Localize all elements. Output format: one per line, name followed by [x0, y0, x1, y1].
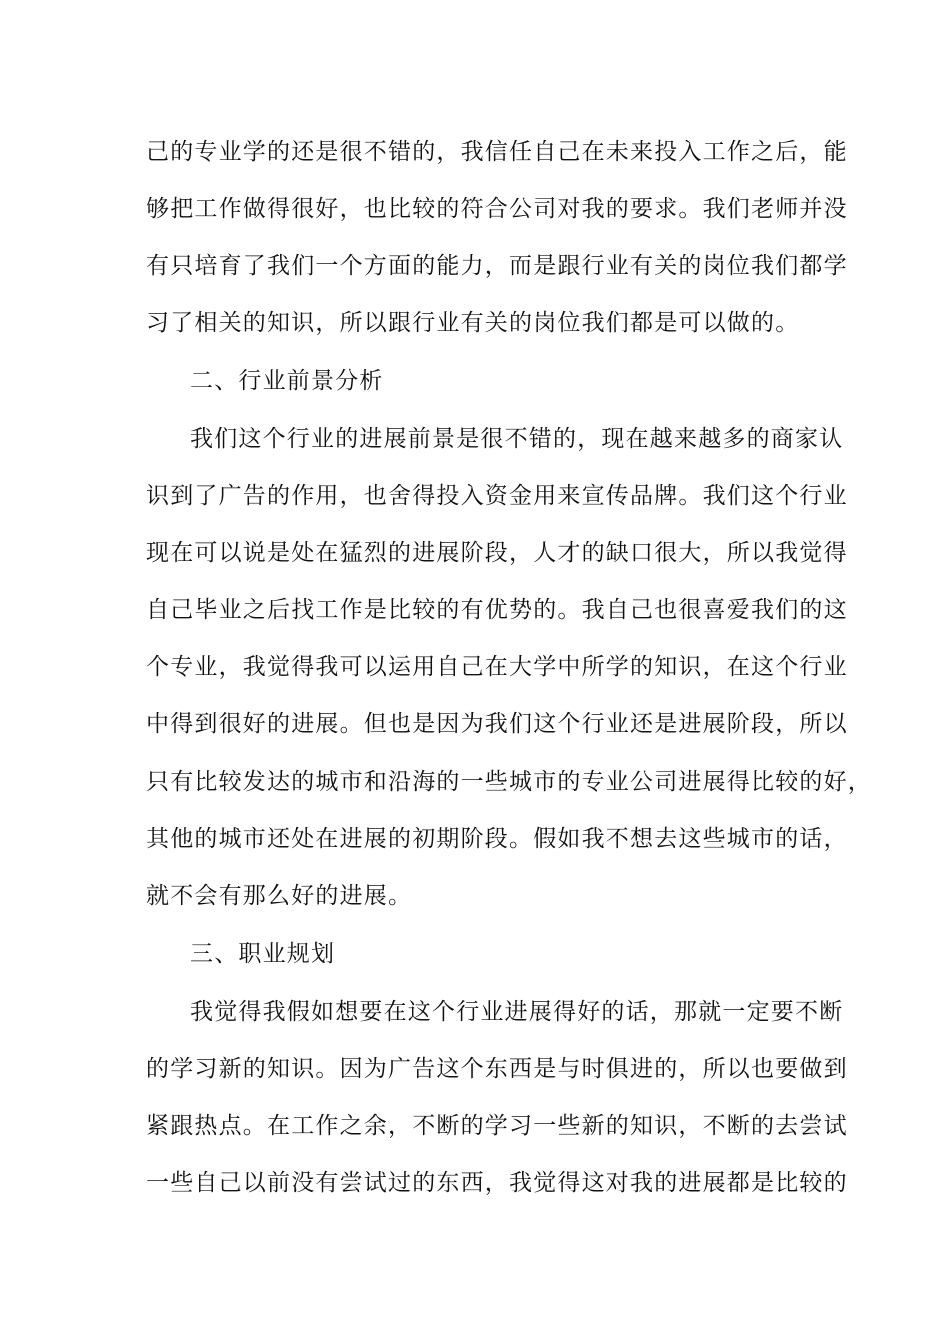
body-text-line: 的学习新的知识。因为广告这个东西是与时俱进的，所以也要做到 [146, 1056, 848, 1082]
body-text-line: 够把工作做得很好，也比较的符合公司对我的要求。我们老师并没 [146, 196, 848, 222]
body-text-line: 现在可以说是处在猛烈的进展阶段，人才的缺口很大，所以我觉得 [146, 540, 848, 566]
body-text-line: 就不会有那么好的进展。 [146, 883, 413, 909]
body-text-line: 一些自己以前没有尝试过的东西，我觉得这对我的进展都是比较的 [146, 1170, 848, 1196]
paragraph-first-line: 我们这个行业的进展前景是很不错的，现在越来越多的商家认 [190, 426, 844, 452]
body-text-line: 自己毕业之后找工作是比较的有优势的。我自己也很喜爱我们的这 [146, 597, 848, 623]
body-text-line: 个专业，我觉得我可以运用自己在大学中所学的知识，在这个行业 [146, 654, 848, 680]
body-text-line: 只有比较发达的城市和沿海的一些城市的专业公司进展得比较的好， [146, 769, 872, 795]
body-text-line: 识到了广告的作用，也舍得投入资金用来宣传品牌。我们这个行业 [146, 483, 848, 509]
body-text-line: 己的专业学的还是很不错的，我信任自己在未来投入工作之后，能 [146, 139, 848, 165]
body-text-line: 有只培育了我们一个方面的能力，而是跟行业有关的岗位我们都学 [146, 253, 848, 279]
section-heading: 三、职业规划 [190, 941, 336, 967]
body-text-line: 中得到很好的进展。但也是因为我们这个行业还是进展阶段，所以 [146, 711, 848, 737]
body-text-line: 其他的城市还处在进展的初期阶段。假如我不想去这些城市的话， [146, 826, 848, 852]
section-heading: 二、行业前景分析 [190, 368, 384, 394]
paragraph-first-line: 我觉得我假如想要在这个行业进展得好的话，那就一定要不断 [190, 999, 844, 1025]
body-text-line: 习了相关的知识，所以跟行业有关的岗位我们都是可以做的。 [146, 310, 800, 336]
body-text-line: 紧跟热点。在工作之余，不断的学习一些新的知识，不断的去尝试 [146, 1113, 848, 1139]
